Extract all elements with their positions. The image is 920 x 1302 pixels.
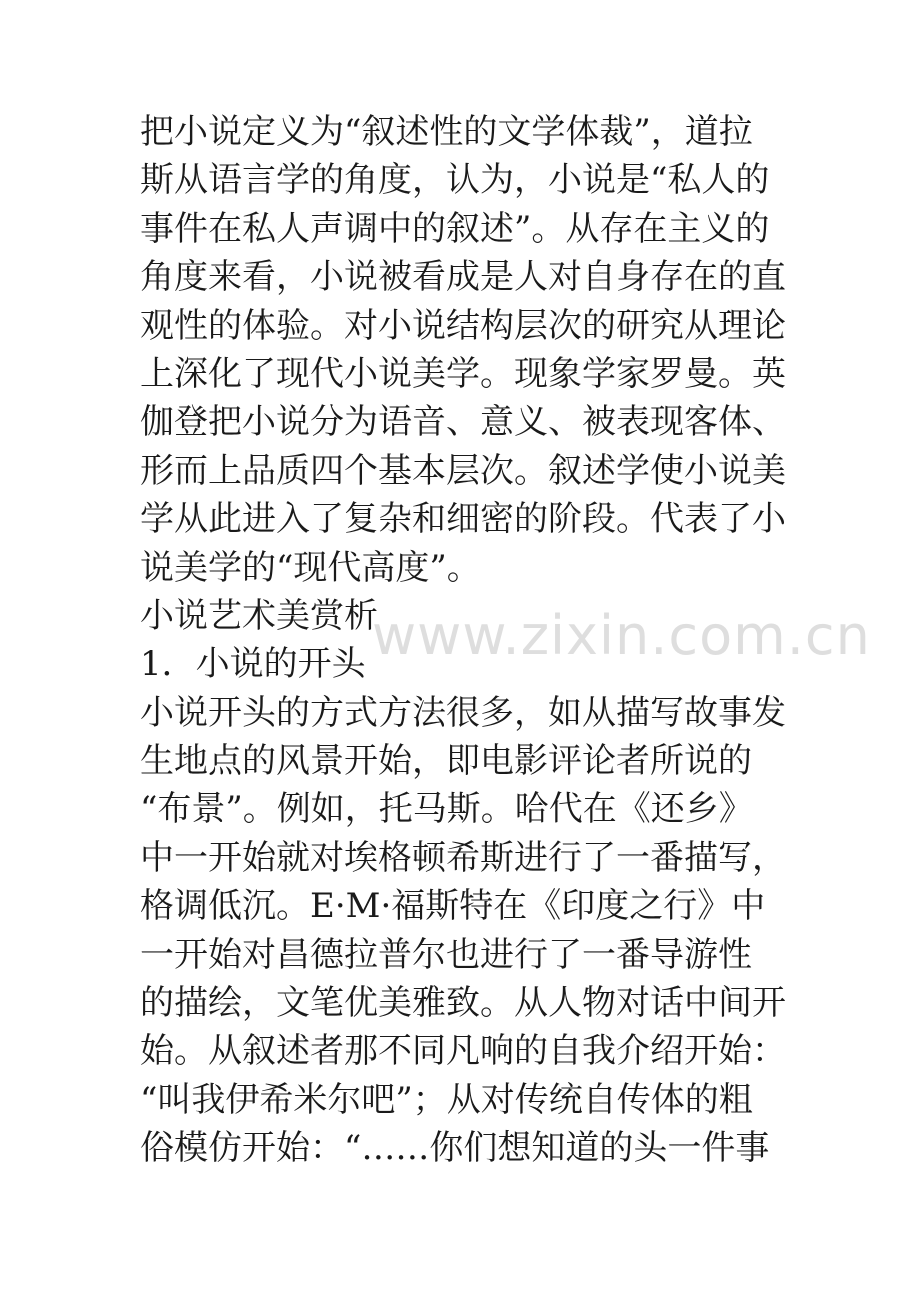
- text-line: “布景”。例如，托马斯。哈代在《还乡》: [140, 789, 753, 830]
- text-line: 学从此进入了复杂和细密的阶段。代表了小: [140, 499, 786, 540]
- text-line: 事件在私人声调中的叙述”。从存在主义的: [140, 208, 770, 249]
- text-line: 形而上品质四个基本层次。叙述学使小说美: [140, 450, 786, 491]
- text-line: 把小说定义为“叙述性的文学体裁”，道拉: [140, 112, 753, 152]
- text-line: 上深化了现代小说美学。现象学家罗曼。英: [140, 353, 786, 394]
- body-text: [140, 108, 800, 1173]
- text-line: 中一开始就对埃格顿希斯进行了一番描写，: [140, 837, 786, 878]
- subsection-heading: 1．小说的开头: [140, 644, 366, 685]
- text-line: 俗模仿开始：“……你们想知道的头一件事: [140, 1128, 770, 1169]
- text-line: 的描绘，文笔优美雅致。从人物对话中间开: [140, 983, 786, 1024]
- text-line: 角度来看，小说被看成是人对自身存在的直: [140, 257, 786, 298]
- text-line: “叫我伊希米尔吧”；从对传统自传体的粗: [140, 1079, 753, 1120]
- text-line: 斯从语言学的角度，认为，小说是“私人的: [140, 160, 770, 201]
- text-line: 格调低沉。E·M·福斯特在《印度之行》中: [140, 886, 766, 927]
- text-line: 一开始对昌德拉普尔也进行了一番导游性: [140, 934, 752, 975]
- text-line: 小说开头的方式方法很多，如从描写故事发: [140, 692, 786, 733]
- text-line: 生地点的风景开始，即电影评论者所说的: [140, 741, 752, 782]
- text-line: 伽登把小说分为语音、意义、被表现客体、: [140, 402, 786, 443]
- section-heading: 小说艺术美赏析: [140, 595, 378, 636]
- text-line: 说美学的“现代高度”。: [140, 547, 481, 588]
- text-line: 始。从叙述者那不同凡响的自我介绍开始：: [140, 1031, 786, 1072]
- watermark: www.zixin.com.cn: [372, 604, 871, 667]
- text-line: 观性的体验。对小说结构层次的研究从理论: [140, 305, 786, 346]
